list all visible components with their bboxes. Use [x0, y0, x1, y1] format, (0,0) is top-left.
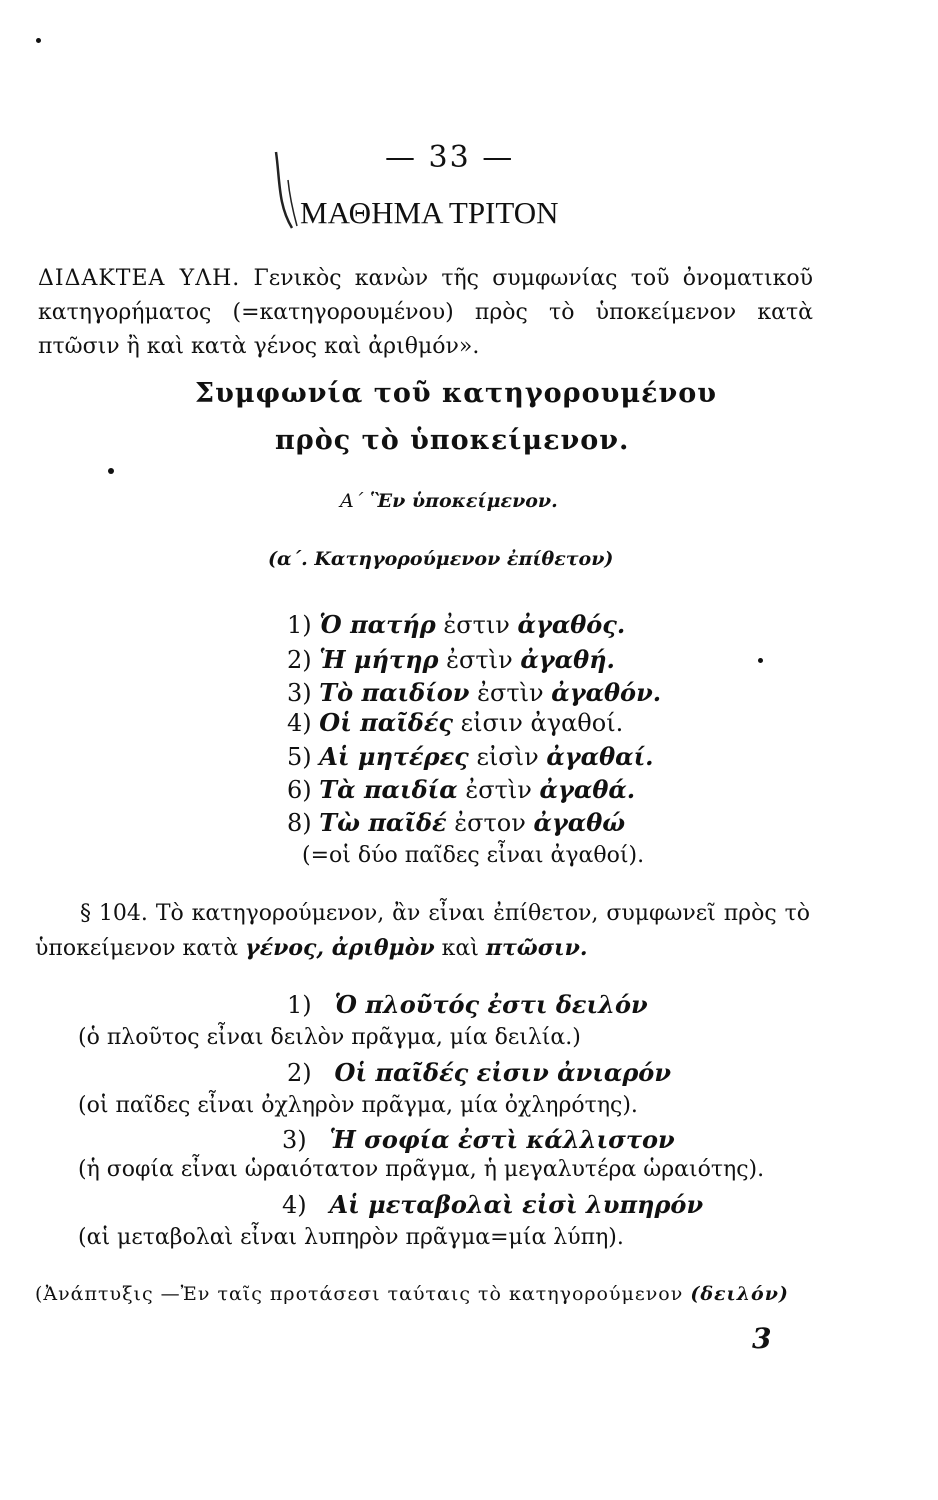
- example-number: 5): [287, 743, 312, 771]
- example2-sentence: Ὁ πλοῦτός ἐστι δειλόν: [334, 990, 648, 1019]
- example-subject: Ὁ πατήρ: [319, 610, 436, 639]
- pen-mark: [270, 150, 300, 230]
- example2-number: 3): [282, 1126, 307, 1154]
- example-number: 8): [287, 809, 312, 837]
- example-predicate: ἀγαθαί.: [546, 742, 654, 771]
- lesson-title: ΜΑΘΗΜΑ ΤΡΙΤΟΝ: [300, 195, 559, 230]
- example2-line: [287, 1058, 671, 1087]
- example2-line: [282, 1125, 675, 1154]
- example-subject: Αἱ μητέρες: [319, 742, 469, 771]
- example2-gloss: (ἡ σοφία εἶναι ὡραιότατον πρᾶγμα, ἡ μεγαλυτέρα ὡραιότης).: [78, 1157, 765, 1182]
- example-predicate: ἀγαθή.: [520, 645, 615, 674]
- example-line: [287, 678, 661, 707]
- section-a-heading: [340, 490, 558, 512]
- paragraph-text: Τὸ κατηγορούμενον, ἂν εἶναι ἐπίθετον, συμφωνεῖ πρὸς τὸ ὑποκείμενον κατὰ: [35, 901, 810, 961]
- example-predicate: ἀγαθώ: [533, 808, 626, 837]
- example2-number: 2): [287, 1059, 312, 1087]
- example-line: [287, 645, 615, 674]
- example2-line: [282, 1190, 703, 1219]
- example-subject: Τὼ παῖδέ: [319, 808, 447, 837]
- section-heading-line1: Συμφωνία τοῦ κατηγορουμένου: [195, 378, 718, 409]
- example-verb: ἐστὶν: [446, 646, 513, 674]
- example-verb: εἰσιν: [460, 709, 523, 737]
- example-verb: εἰσὶν: [476, 743, 539, 771]
- signature-mark: 3: [752, 1322, 772, 1355]
- example2-gloss: (αἱ μεταβολαὶ εἶναι λυπηρὸν πρᾶγμα=μία λύπη).: [78, 1225, 624, 1250]
- example2-number: 4): [282, 1191, 307, 1219]
- section-a-label: Α΄: [340, 490, 364, 512]
- footnote-text: (Ἀνάπτυξις —Ἐν ταῖς προτάσεσι ταύταις τὸ κατηγορούμενον: [35, 1283, 684, 1305]
- paragraph-text-mid: καὶ: [441, 936, 479, 961]
- footnote: [35, 1283, 789, 1305]
- example-verb: ἐστον: [454, 809, 526, 837]
- example-line: [287, 708, 623, 737]
- example-predicate: ἀγαθά.: [539, 775, 636, 804]
- example-number: 2): [287, 646, 312, 674]
- example2-sentence: Οἱ παῖδές εἰσιν ἀνιαρόν: [334, 1058, 671, 1087]
- example2-sentence: Αἱ μεταβολαὶ εἰσὶ λυπηρόν: [329, 1190, 704, 1219]
- example-verb: ἐστὶν: [477, 679, 544, 707]
- example-line: [287, 610, 625, 639]
- example-gloss: (=οἱ δύο παῖδες εἶναι ἀγαθοί).: [302, 843, 645, 868]
- example-subject: Τὸ παιδίον: [319, 678, 470, 707]
- example-subject: Ἡ μήτηρ: [319, 645, 439, 674]
- example-number: 1): [287, 611, 312, 639]
- example2-gloss: (οἱ παῖδες εἶναι ὀχληρὸν πρᾶγμα, μία ὀχληρότης).: [78, 1093, 638, 1118]
- speck: [108, 468, 114, 474]
- example-number: 4): [287, 709, 312, 737]
- intro-text: Γενικὸς κανὼν τῆς συμφωνίας τοῦ ὀνοματικοῦ κατηγορήματος (=κατηγορουμένου) πρὸς τὸ ὑποκείμενον κατὰ πτῶσιν ἢ καὶ κατὰ γένος καὶ ἀριθμόν».: [38, 266, 813, 359]
- speck: [758, 658, 763, 663]
- example2-gloss: (ὁ πλοῦτος εἶναι δειλὸν πρᾶγμα, μία δειλία.): [78, 1025, 581, 1050]
- page-number: — 33 —: [385, 140, 515, 175]
- example-line: [287, 742, 654, 771]
- example-predicate: ἀγαθόν.: [551, 678, 662, 707]
- example-predicate: ἀγαθός.: [517, 610, 626, 639]
- paragraph-mark: § 104.: [80, 901, 148, 926]
- example-number: 6): [287, 776, 312, 804]
- footnote-emphasis: (δειλόν): [690, 1283, 789, 1305]
- example2-sentence: Ἡ σοφία ἐστὶ κάλλιστον: [329, 1125, 675, 1154]
- paragraph-emphasis: γένος, ἀριθμὸν: [245, 935, 435, 961]
- subsection-alpha-heading: (α΄. Κατηγορούμενον ἐπίθετον): [268, 548, 614, 570]
- example2-line: [287, 990, 648, 1019]
- section-heading-line2: πρὸς τὸ ὑποκείμενον.: [275, 425, 630, 456]
- example-predicate: ἀγαθοί.: [530, 709, 624, 737]
- example2-number: 1): [287, 991, 312, 1019]
- section-a-text: Ἓν ὑποκείμενον.: [369, 490, 558, 512]
- intro-label: ΔΙΔΑΚΤΕΑ ΥΛΗ.: [38, 266, 241, 291]
- intro-paragraph: [38, 262, 813, 364]
- paragraph-emphasis-2: πτῶσιν.: [485, 935, 588, 961]
- example-line: [287, 775, 635, 804]
- example-line: [287, 808, 625, 837]
- speck: [36, 38, 41, 43]
- example-number: 3): [287, 679, 312, 707]
- example-subject: Τὰ παιδία: [319, 775, 458, 804]
- example-subject: Οἱ παῖδές: [319, 708, 454, 737]
- example-verb: ἐστὶν: [465, 776, 532, 804]
- rule-paragraph: [35, 897, 810, 966]
- example-verb: ἐστιν: [443, 611, 510, 639]
